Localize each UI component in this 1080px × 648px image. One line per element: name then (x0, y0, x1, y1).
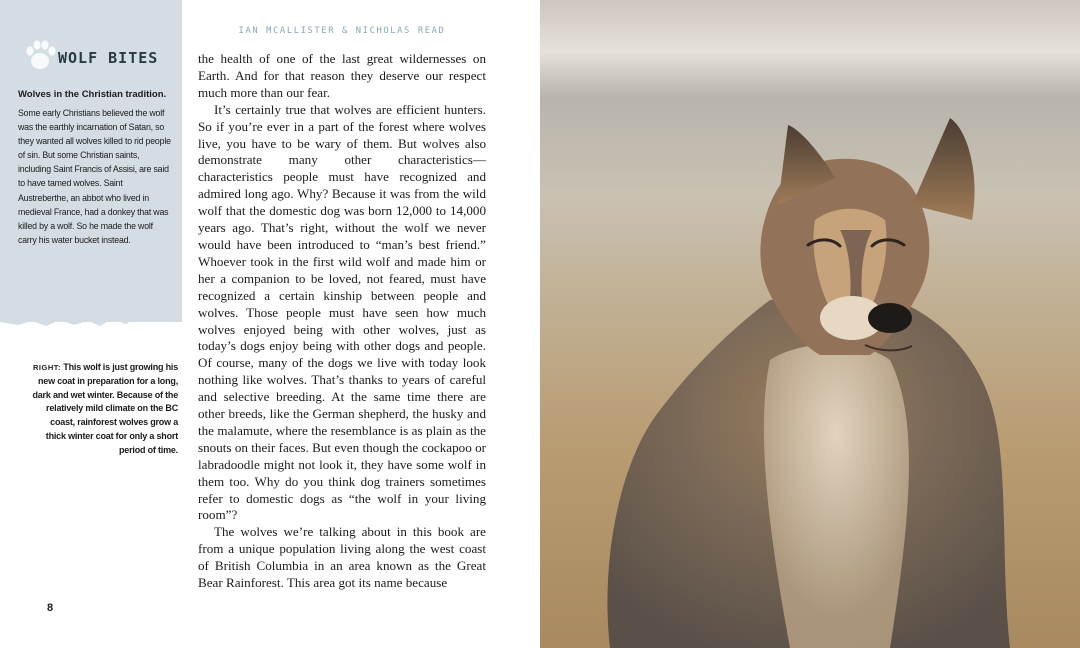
wolf-photo (540, 0, 1080, 648)
paragraph-3: The wolves we’re talking about in this book are from a unique population living along the west coast of British Columbia in an area known as the Great Bear Rainforest. This area got its name because (198, 524, 486, 591)
body-text (198, 51, 486, 592)
running-head: IAN MCALLISTER & NICHOLAS READ (238, 26, 446, 36)
sidebar-body-text: Some early Christians believed the wolf was the earthly incarnation of Satan, so they wanted all wolves killed to rid people of sin. But some Christian saints, including Saint Francis of Assisi, are said to have tamed wolves. Saint Austreberthe, an abbot who lived in medieval France, had a donkey that was killed by a wolf. So he made the wolf carry his water bucket instead. (18, 108, 171, 245)
wolf-bites-sidebar (0, 0, 182, 322)
sidebar-title: WOLF BITES (58, 49, 159, 67)
caption-text: This wolf is just growing his new coat in preparation for a long, dark and wet winter. Because of the relatively mild climate on the BC coast, rainforest wolves grow a thick winter coat for only a short period of time. (32, 362, 178, 455)
paragraph-2: It’s certainly true that wolves are efficient hunters. So if you’re ever in a part of the forest where wolves live, you have to be wary of them. But wolves also demonstrate many other characteristics—characteristics people must have recognized and admired long ago. Why? Because it was from the wild wolf that the domestic dog was born 12,000 to 14,000 years ago. That’s right, without the wolf we never would have been introduced to “man’s best friend.” Whoever took in the first wild wolf and made him or her a companion to be loved, not feared, must have recognized a certain kinship between people and wolves. Those people must have seen how much wolves enjoyed being with other wolves, just as today’s dogs enjoy being with other dogs and people. Of course, many of the dogs we live with today look nothing like wolves. That’s thanks to years of careful and selective breeding. At the same time there are other breeds, like the German shepherd, the husky and the malamute, where the resemblance is as plain as the snouts on their faces. But even though the cockapoo or labradoodle might not look it, they have some wolf in them too. Why do you think dog trainers sometimes refer to domestic dogs as “the wolf in your living room”? (198, 101, 486, 523)
sidebar-torn-edge (0, 300, 190, 330)
page-number: 8 (47, 602, 54, 614)
photo-caption (28, 361, 178, 458)
right-page (540, 0, 1080, 648)
paw-print-icon (22, 38, 58, 74)
sidebar-subhead: Wolves in the Christian tradition. (18, 89, 167, 100)
caption-lead: RIGHT: (32, 363, 61, 372)
paragraph-1: the health of one of the last great wildernesses on Earth. And for that reason they deserve our respect much more than our fear. (198, 51, 486, 100)
